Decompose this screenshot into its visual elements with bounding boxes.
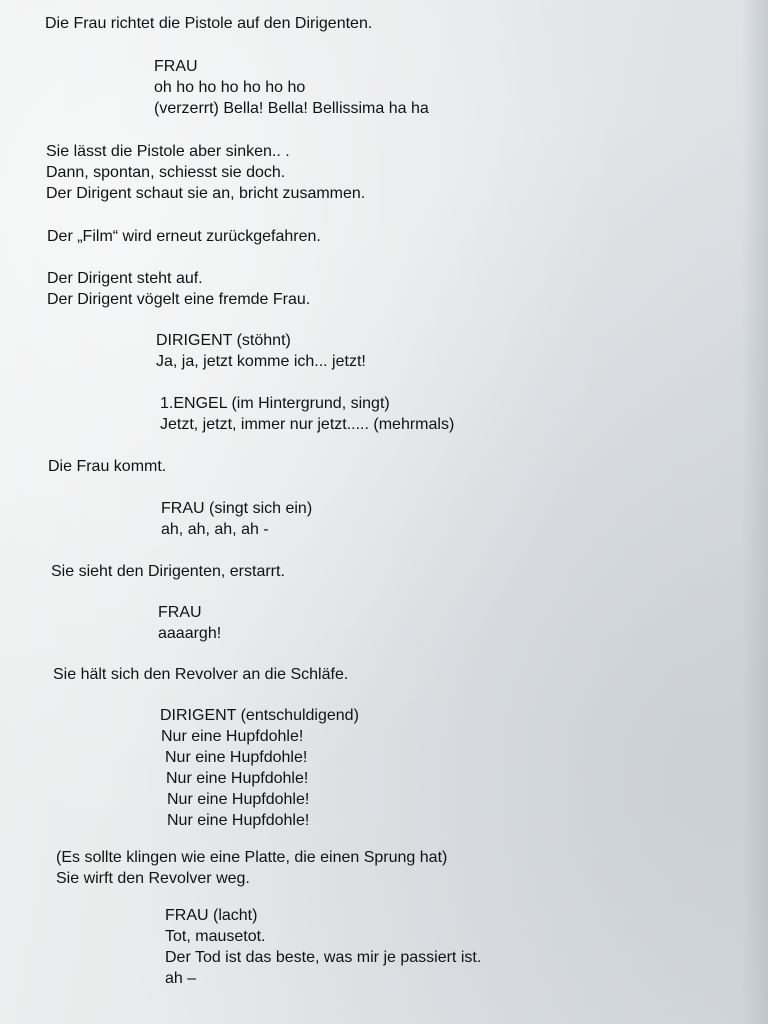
dialogue-block xyxy=(160,393,454,435)
dialogue-line: ah, ah, ah, ah - xyxy=(161,521,269,538)
dialogue-block xyxy=(154,56,429,119)
dialogue-line: Nur eine Hupfdohle! xyxy=(167,791,310,808)
dialogue-line: ah – xyxy=(165,970,197,987)
stage-direction-line: Sie wirft den Revolver weg. xyxy=(56,870,250,887)
stage-direction-line: Sie sieht den Dirigenten, erstarrt. xyxy=(51,563,285,580)
stage-direction xyxy=(56,847,447,889)
stage-direction xyxy=(51,561,285,582)
dialogue-block xyxy=(156,330,366,372)
dialogue-line: Ja, ja, jetzt komme ich... jetzt! xyxy=(156,353,366,370)
stage-direction xyxy=(47,268,310,310)
stage-direction xyxy=(48,456,166,477)
stage-direction-line: Die Frau kommt. xyxy=(48,458,167,475)
stage-direction-line: (Es sollte klingen wie eine Platte, die einen Sprung hat) xyxy=(56,849,448,866)
dialogue-line: Nur eine Hupfdohle! xyxy=(167,812,310,829)
speaker-name: FRAU xyxy=(158,604,202,621)
dialogue-block xyxy=(160,705,359,831)
stage-direction-line: Der Dirigent schaut sie an, bricht zusammen. xyxy=(46,185,366,202)
dialogue-line: aaaargh! xyxy=(158,625,222,642)
dialogue-block xyxy=(165,905,481,989)
dialogue-line: Nur eine Hupfdohle! xyxy=(161,728,304,745)
speaker-name: FRAU xyxy=(154,58,198,75)
speaker-name: 1.ENGEL (im Hintergrund, singt) xyxy=(160,395,390,412)
speaker-name: DIRIGENT (stöhnt) xyxy=(156,332,291,349)
speaker-name: FRAU (singt sich ein) xyxy=(161,500,313,517)
dialogue-block xyxy=(161,498,312,540)
speaker-name: DIRIGENT (entschuldigend) xyxy=(160,707,359,724)
stage-direction-line: Der Dirigent steht auf. xyxy=(47,270,203,287)
dialogue-line: Nur eine Hupfdohle! xyxy=(166,770,309,787)
stage-direction xyxy=(46,141,365,204)
dialogue-line: Jetzt, jetzt, immer nur jetzt..... (mehrmals) xyxy=(160,416,455,433)
dialogue-line: Der Tod ist das beste, was mir je passiert ist. xyxy=(165,949,482,966)
stage-direction-line: Sie hält sich den Revolver an die Schläfe. xyxy=(53,666,349,683)
stage-direction-line: Der „Film“ wird erneut zurückgefahren. xyxy=(47,228,321,245)
stage-direction-line: Dann, spontan, schiesst sie doch. xyxy=(46,164,286,181)
stage-direction-line: Sie lässt die Pistole aber sinken.. . xyxy=(46,143,290,160)
speaker-name: FRAU (lacht) xyxy=(165,907,258,924)
stage-direction xyxy=(45,13,372,34)
dialogue-line: Tot, mausetot. xyxy=(165,928,266,945)
stage-direction xyxy=(47,226,321,247)
stage-direction xyxy=(53,664,348,685)
stage-direction-line: Der Dirigent vögelt eine fremde Frau. xyxy=(47,291,311,308)
dialogue-line: oh ho ho ho ho ho ho xyxy=(154,79,306,96)
stage-direction-line: Die Frau richtet die Pistole auf den Dirigenten. xyxy=(45,15,373,32)
dialogue-line: (verzerrt) Bella! Bella! Bellissima ha ha xyxy=(154,100,429,117)
dialogue-block xyxy=(158,602,221,644)
dialogue-line: Nur eine Hupfdohle! xyxy=(165,749,308,766)
